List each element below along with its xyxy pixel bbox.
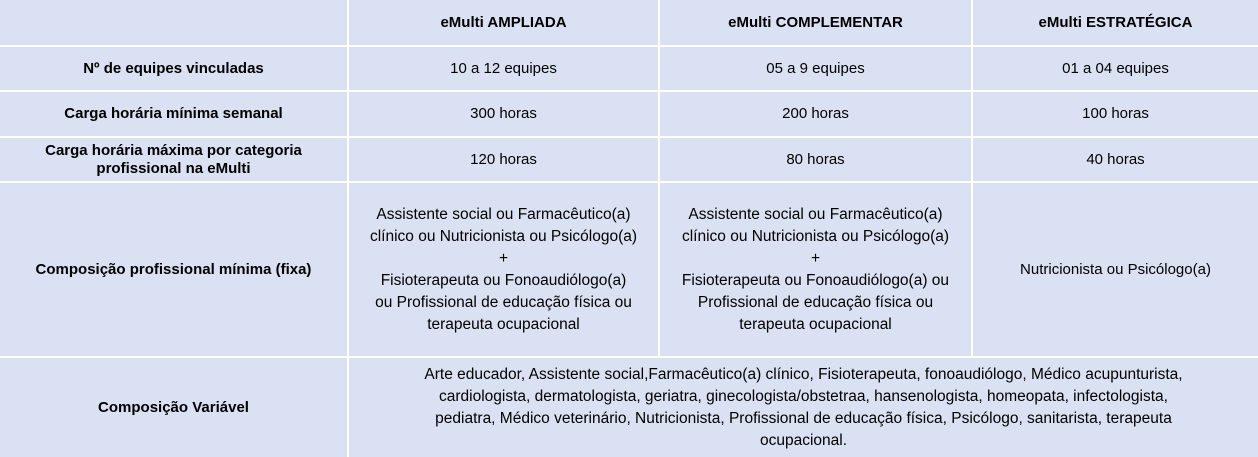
- row-label-composicao-variavel: Composição Variável: [0, 357, 348, 457]
- composicao-ampliada-line2: clínico ou Nutricionista ou Psicólogo(a): [369, 227, 638, 245]
- row-label-carga-maxima-line1: Carga horária máxima por categoria: [45, 141, 302, 159]
- composicao-ampliada-plus: +: [498, 249, 509, 267]
- composicao-ampliada-line4: Fisioterapeuta ou Fonoaudiólogo(a): [380, 271, 627, 289]
- cell-carga-minima-ampliada: 300 horas: [348, 91, 659, 137]
- header-row: [0, 0, 1258, 46]
- composicao-complementar-plus: +: [810, 249, 821, 267]
- header-estrategica: eMulti ESTRATÉGICA: [972, 0, 1258, 46]
- composicao-variavel-line3: pediatra, Médico veterinário, Nutricionista, Profissional de educação física, Psicólogo, sanitarista, terapeuta: [435, 409, 1172, 427]
- row-label-carga-maxima: [0, 137, 348, 182]
- row-label-equipes: Nº de equipes vinculadas: [0, 46, 348, 91]
- cell-carga-minima-complementar: 200 horas: [659, 91, 972, 137]
- cell-composicao-fixa-complementar: [659, 182, 972, 357]
- composicao-complementar-line2: clínico ou Nutricionista ou Psicólogo(a): [681, 227, 950, 245]
- cell-carga-minima-estrategica: 100 horas: [972, 91, 1258, 137]
- composicao-ampliada-line6: terapeuta ocupacional: [427, 315, 580, 333]
- composicao-variavel-line2: cardiologista, dermatologista, geriatra, ginecologista/obstetraa, hansenologista, homeopata, infectologista,: [439, 387, 1168, 405]
- composicao-ampliada-line5: ou Profissional de educação física ou: [375, 293, 632, 311]
- row-carga-maxima: [0, 137, 1258, 182]
- cell-carga-maxima-ampliada: 120 horas: [348, 137, 659, 182]
- row-carga-minima: [0, 91, 1258, 137]
- cell-equipes-ampliada: 10 a 12 equipes: [348, 46, 659, 91]
- cell-composicao-fixa-estrategica: Nutricionista ou Psicólogo(a): [972, 182, 1258, 357]
- row-label-carga-minima: Carga horária mínima semanal: [0, 91, 348, 137]
- composicao-complementar-line4: Fisioterapeuta ou Fonoaudiólogo(a) ou: [681, 271, 950, 289]
- composicao-complementar-line5: Profissional de educação física ou: [697, 293, 934, 311]
- cell-composicao-fixa-ampliada: [348, 182, 659, 357]
- cell-equipes-estrategica: 01 a 04 equipes: [972, 46, 1258, 91]
- row-composicao-variavel: [0, 357, 1258, 457]
- header-corner-cell: [0, 0, 348, 46]
- header-ampliada: eMulti AMPLIADA: [348, 0, 659, 46]
- composicao-ampliada-line1: Assistente social ou Farmacêutico(a): [376, 205, 631, 223]
- composicao-variavel-line1: Arte educador, Assistente social,Farmacêutico(a) clínico, Fisioterapeuta, fonoaudiólogo, Médico acupunturista,: [424, 365, 1183, 383]
- cell-equipes-complementar: 05 a 9 equipes: [659, 46, 972, 91]
- row-label-composicao-fixa: Composição profissional mínima (fixa): [0, 182, 348, 357]
- composicao-complementar-line1: Assistente social ou Farmacêutico(a): [688, 205, 943, 223]
- cell-carga-maxima-estrategica: 40 horas: [972, 137, 1258, 182]
- row-equipes-vinculadas: [0, 46, 1258, 91]
- row-label-carga-maxima-line2: profissional na eMulti: [96, 159, 251, 177]
- composicao-variavel-line4: ocupacional.: [759, 431, 848, 449]
- composicao-complementar-line6: terapeuta ocupacional: [739, 315, 892, 333]
- header-complementar: eMulti COMPLEMENTAR: [659, 0, 972, 46]
- cell-carga-maxima-complementar: 80 horas: [659, 137, 972, 182]
- row-composicao-fixa: [0, 182, 1258, 357]
- cell-composicao-variavel: [348, 357, 1258, 457]
